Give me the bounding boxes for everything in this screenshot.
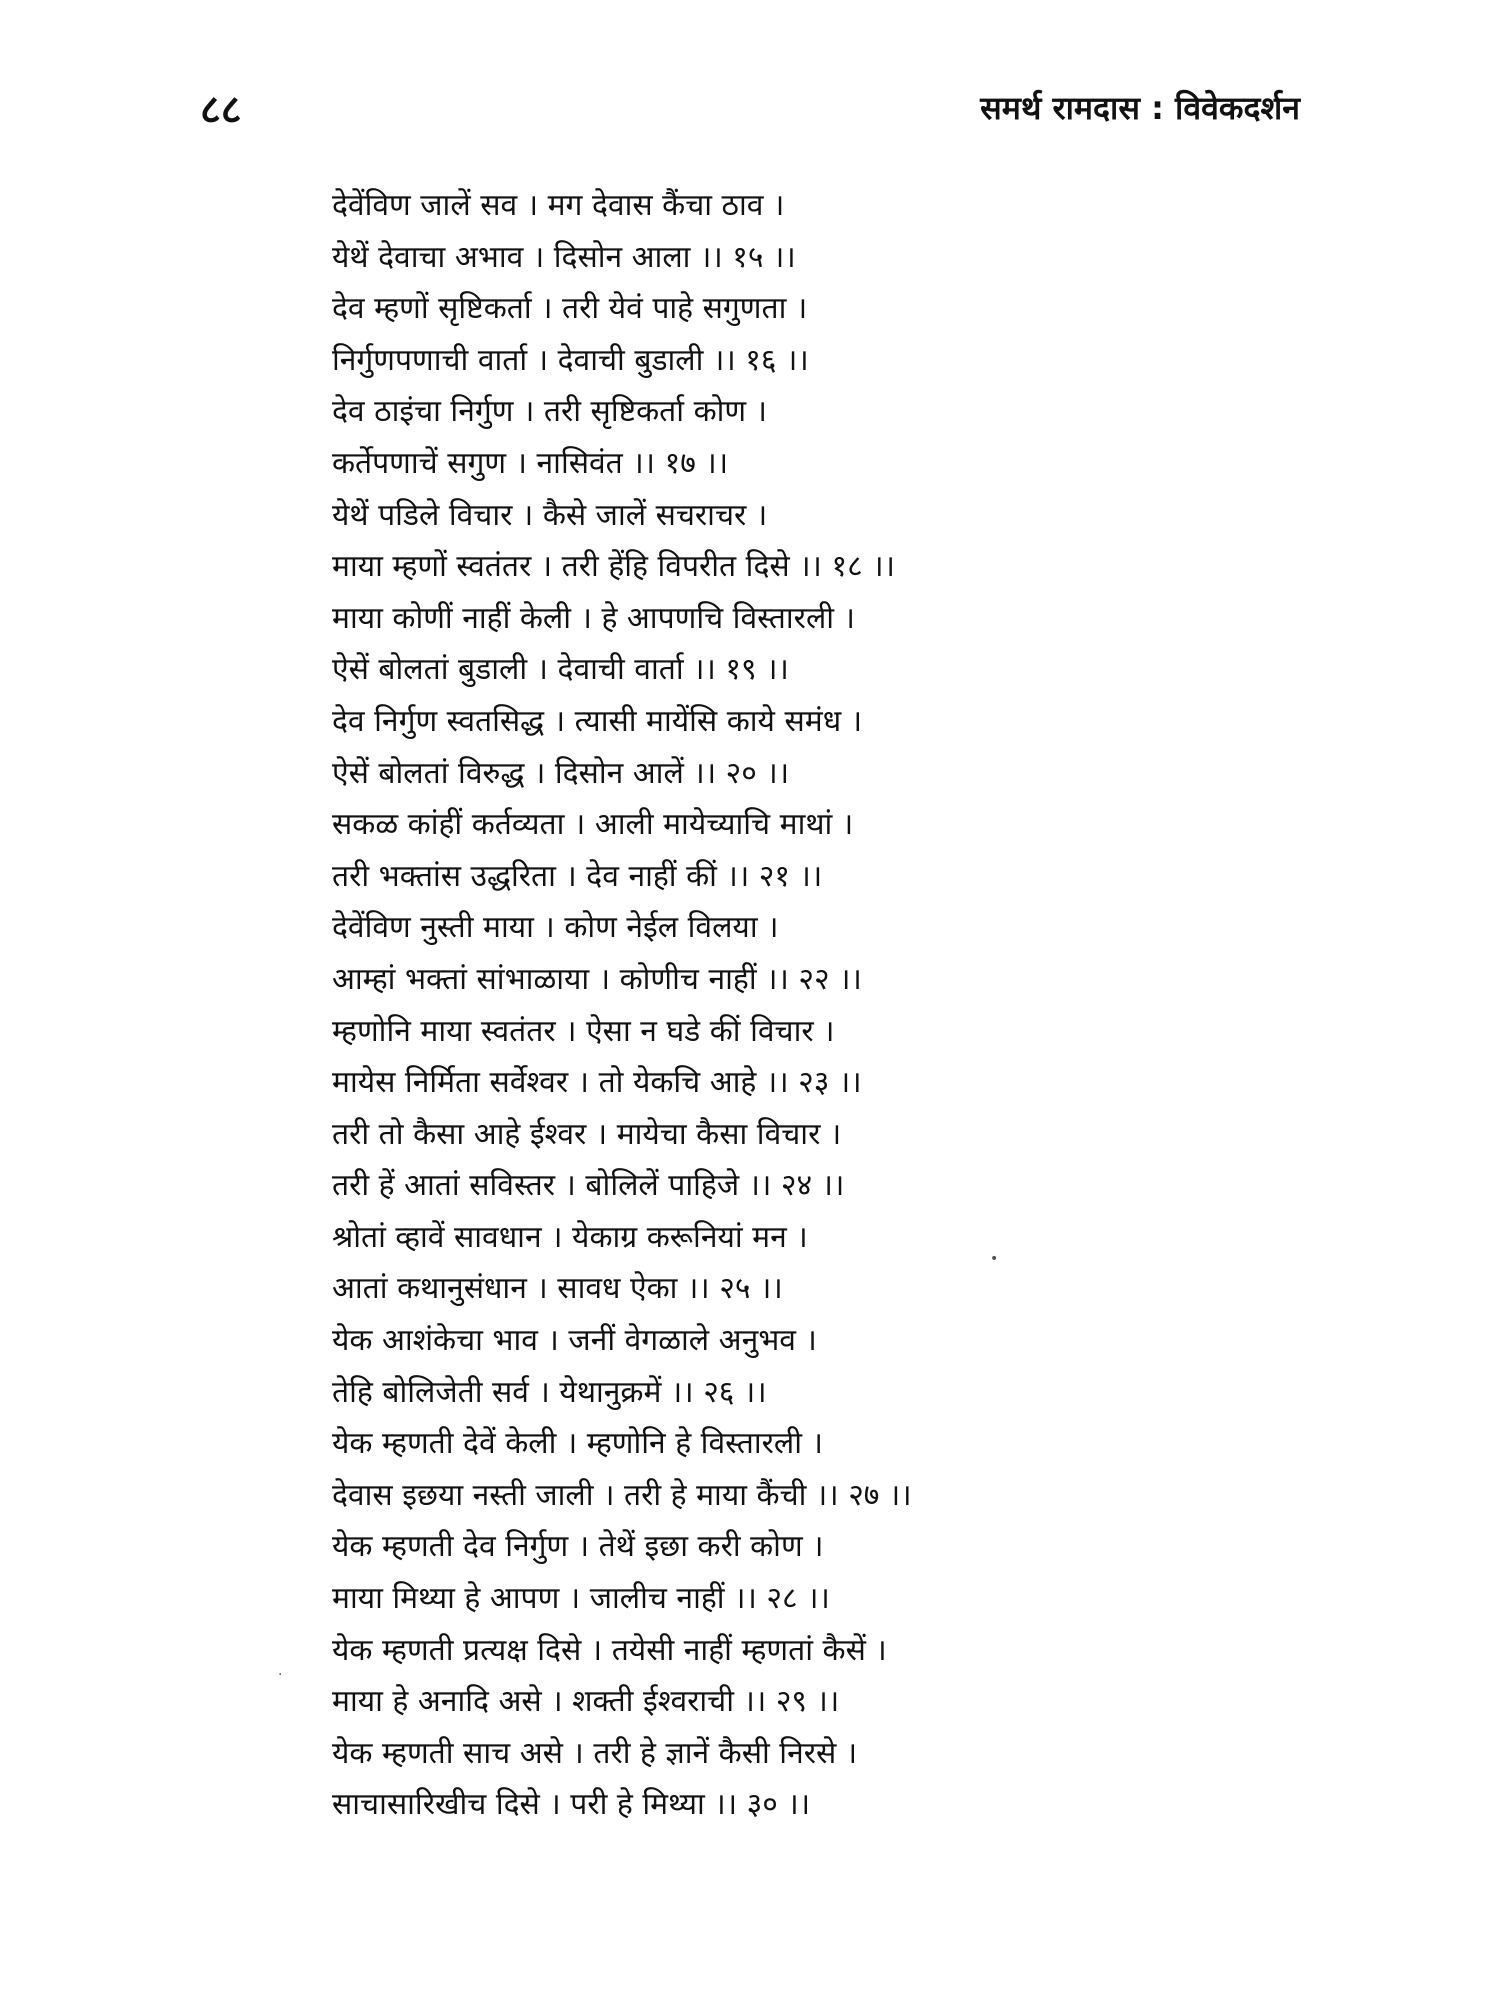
verse-line: येक म्हणती देवें केली । म्हणोनि हे विस्तारली । [332,1426,823,1462]
verse-line: येक आशंकेचा भाव । जनीं वेगळाले अनुभव । [332,1323,817,1359]
verse-line: तरी तो कैसा आहे ईश्वर । मायेचा कैसा विचार । [332,1116,842,1152]
verse-line: येक म्हणती देव निर्गुण । तेथें इछा करी कोण । [332,1529,824,1565]
verse-line: माया मिथ्या हे आपण । जालीच नाहीं ।। २८ ।। [332,1581,830,1617]
verse-line: माया म्हणों स्वतंतर । तरी हेंहि विपरीत दिसे ।। १८ ।। [332,549,895,585]
verse-line: ऐसें बोलतां बुडाली । देवाची वार्ता ।। १९ ।। [332,652,789,688]
verse-line: साचासारिखीच दिसे । परी हे मिथ्या ।। ३० ।। [332,1787,811,1823]
page-number: ८८ [200,87,242,133]
verse-line: येक म्हणती प्रत्यक्ष दिसे । तयेसी नाहीं म्हणतां कैसें । [332,1632,887,1668]
verse-line: आम्हां भक्तां सांभाळाया । कोणीच नाहीं ।। २२ ।। [332,961,862,997]
verse-line: येथें देवाचा अभाव । दिसोन आला ।। १५ ।। [332,239,796,275]
verse-line: ऐसें बोलतां विरुद्ध । दिसोन आलें ।। २० ।। [332,755,790,791]
verse-line: देव निर्गुण स्वतसिद्ध । त्यासी मायेंसि काये समंध । [332,703,863,739]
verse-line: तरी हें आतां सविस्तर । बोलिलें पाहिजे ।। २४ ।। [332,1168,845,1204]
verse-line: देव ठाइंचा निर्गुण । तरी सृष्टिकर्ता कोण । [332,394,767,430]
verse-line: सकळ कांहीं कर्तव्यता । आली मायेच्याचि माथां । [332,807,854,843]
verse-line: देवेंविण नुस्ती माया । कोण नेईल विलया । [332,910,779,946]
verse-line: देवेंविण जालें सव । मग देवास कैंचा ठाव । [332,188,785,223]
running-header: समर्थ रामदास : विवेकदर्शन [980,89,1300,127]
verse-line: देवास इछया नस्ती जाली । तरी हे माया कैंची ।। २७ ।। [332,1477,912,1513]
verse-line: कर्तेपणाचें सगुण । नासिवंत ।। १७ ।। [332,445,729,481]
verse-line: श्रोतां व्हावें सावधान । येकाग्र करूनियां मन । [332,1219,808,1255]
print-speck: • [990,1251,999,1267]
verse-line: तरी भक्तांस उद्धरिता । देव नाहीं कीं ।। २१ ।। [332,858,823,894]
verse-line: तेहि बोलिजेती सर्व । येथानुक्रमें ।। २६ ।। [332,1374,767,1410]
verse-line: निर्गुणपणाची वार्ता । देवाची बुडाली ।। १६ ।। [332,342,809,378]
verse-line: मायेस निर्मिता सर्वेश्वर । तो येकचि आहे ।। २३ ।। [332,1065,862,1101]
verse-list [332,180,1332,1831]
verse-line: येक म्हणती साच असे । तरी हे ज्ञानें कैसी निरसे । [332,1735,858,1771]
verse-line: माया हे अनादि असे । शक्ती ईश्वराची ।। २९ ।। [332,1684,840,1720]
verse-line: म्हणोनि माया स्वतंतर । ऐसा न घडे कीं विचार । [332,1013,835,1049]
verse-line: येथें पडिले विचार । कैसे जालें सचराचर । [332,497,768,533]
verse-line: आतां कथानुसंधान । सावध ऐका ।। २५ ।। [332,1271,783,1307]
verse-line: देव म्हणों सृष्टिकर्ता । तरी येवं पाहे सगुणता । [332,291,808,327]
print-speck: · [278,1667,283,1683]
verse-line: माया कोणीं नाहीं केली । हे आपणचि विस्तारली । [332,600,855,636]
